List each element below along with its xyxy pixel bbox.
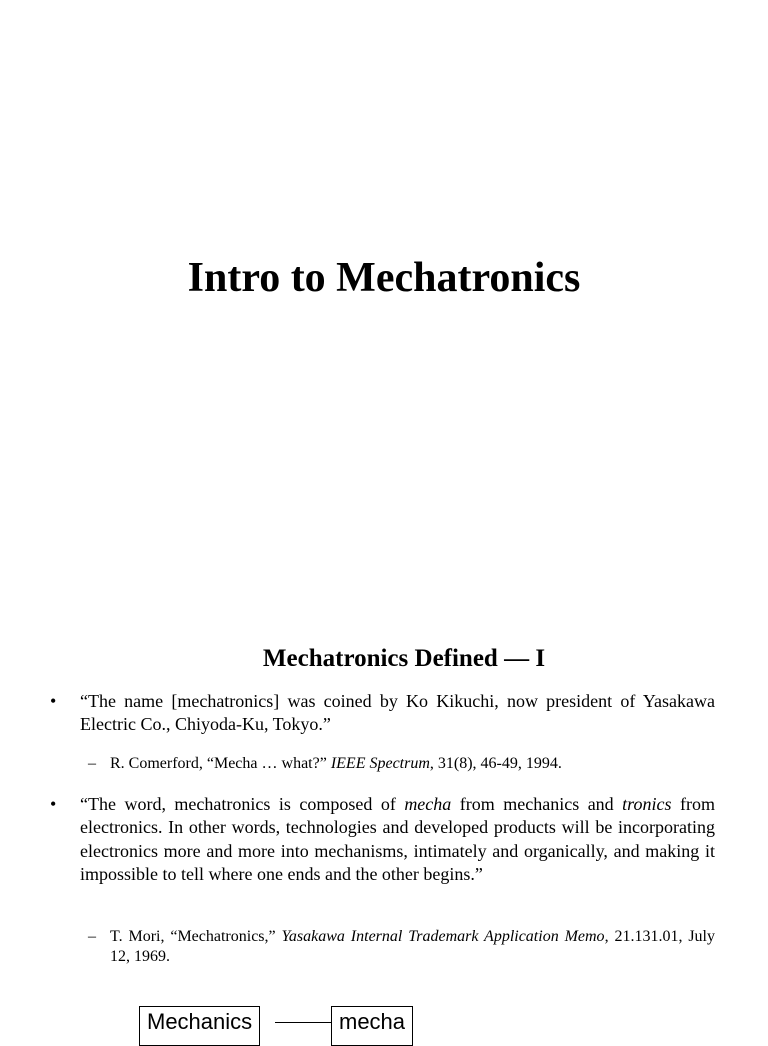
bullet-item-1 [50, 690, 715, 737]
citation-dash: – [88, 928, 96, 945]
citation-2 [88, 927, 715, 967]
citation-text-2 [110, 927, 715, 967]
citation-1 [88, 754, 715, 774]
citation-1-authors: R. Comerford, “Mecha … what?” [110, 755, 331, 772]
citation-2-authors: T. Mori, “Mechatronics,” [110, 928, 282, 945]
slide-title: Intro to Mechatronics [187, 255, 581, 301]
diagram-arrow [275, 1022, 331, 1023]
bullet-text-2 [80, 793, 715, 886]
diagram-box-mechanics: Mechanics [139, 1006, 260, 1046]
citation-text-1 [110, 754, 715, 774]
bullet-2-emphasis-tronics: tronics [622, 794, 672, 814]
citation-2-memo: Yasakawa Internal Trademark Application Memo [281, 928, 605, 945]
bullet-marker: • [50, 794, 57, 814]
citation-2-details: , 21.131.01, July 12, 1969. [110, 928, 715, 965]
bullet-2-part-2: from mechanics and [451, 794, 623, 814]
citation-1-details: , 31(8), 46-49, 1994. [429, 755, 562, 772]
diagram-box-mecha: mecha [331, 1006, 413, 1046]
bullet-marker: • [50, 691, 57, 711]
bullet-2-part-3: from electronics. In other words, technologies and developed products will be incorporating electronics more and more into mechanisms, intimately and organically, and making it impossible to tell where one ends and the other begins.” [80, 794, 715, 884]
bullet-text-1: “The name [mechatronics] was coined by Ko Kikuchi, now president of Yasakawa Electric Co., Chiyoda-Ku, Tokyo.” [80, 691, 715, 735]
bullet-2-part-1: “The word, mechatronics is composed of [80, 794, 405, 814]
section-heading: Mechatronics Defined — I [262, 645, 546, 672]
citation-1-journal: IEEE Spectrum [330, 755, 430, 772]
bullet-item-2 [50, 793, 715, 886]
citation-dash: – [88, 755, 96, 772]
bullet-2-emphasis-mecha: mecha [404, 794, 452, 814]
